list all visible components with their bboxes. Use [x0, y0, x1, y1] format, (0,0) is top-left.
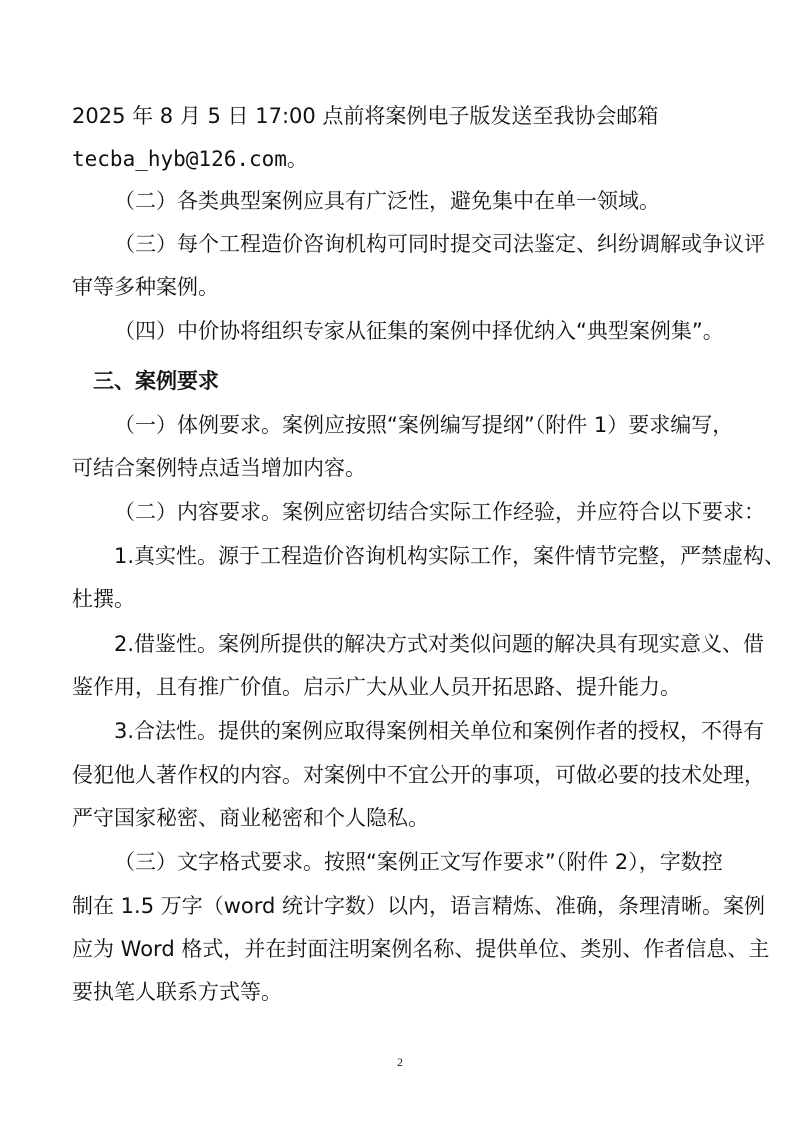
paragraph-line: 2.借鉴性。案例所提供的解决方式对类似问题的解决具有现实意义、借	[114, 632, 765, 656]
paragraph-line: 1.真实性。源于工程造价咨询机构实际工作，案件情节完整，严禁虚构、	[114, 544, 786, 568]
paragraph-line: 2025 年 8 月 5 日 17:00 点前将案例电子版发送至我协会邮箱	[72, 104, 659, 128]
paragraph-line: 应为 Word 格式，并在封面注明案例名称、提供单位、类别、作者信息、主	[72, 937, 770, 961]
paragraph-line: 3.合法性。提供的案例应取得案例相关单位和案例作者的授权，不得有	[114, 719, 765, 743]
paragraph-line: 杜撰。	[72, 587, 135, 611]
paragraph-line: 要执笔人联系方式等。	[72, 980, 282, 1004]
paragraph-line: 制在 1.5 万字（word 统计字数）以内，语言精炼、准确，条理清晰。案例	[72, 894, 766, 918]
paragraph-line: （三）每个工程造价咨询机构可同时提交司法鉴定、纠纷调解或争议评	[114, 232, 765, 256]
paragraph-line: （二）内容要求。案例应密切结合实际工作经验，并应符合以下要求：	[114, 500, 765, 524]
email-address-line: tecba_hyb@126.com。	[72, 147, 308, 171]
paragraph-line: （一）体例要求。案例应按照“案例编写提纲”（附件 1）要求编写，	[114, 413, 734, 437]
paragraph-line: （三）文字格式要求。按照“案例正文写作要求”（附件 2），字数控	[114, 850, 723, 874]
paragraph-line: 侵犯他人著作权的内容。对案例中不宜公开的事项，可做必要的技术处理，	[72, 763, 765, 787]
paragraph-line: 可结合案例特点适当增加内容。	[72, 456, 366, 480]
paragraph-line: 严守国家秘密、商业秘密和个人隐私。	[72, 806, 429, 830]
section-heading: 三、案例要求	[93, 369, 219, 393]
paragraph-line: 鉴作用，且有推广价值。启示广大从业人员开拓思路、提升能力。	[72, 675, 681, 699]
paragraph-line: （四）中价协将组织专家从征集的案例中择优纳入“典型案例集”。	[114, 319, 724, 343]
paragraph-line: 审等多种案例。	[72, 275, 219, 299]
paragraph-line: （二）各类典型案例应具有广泛性，避免集中在单一领域。	[114, 189, 660, 213]
page-number: 2	[397, 1055, 403, 1069]
